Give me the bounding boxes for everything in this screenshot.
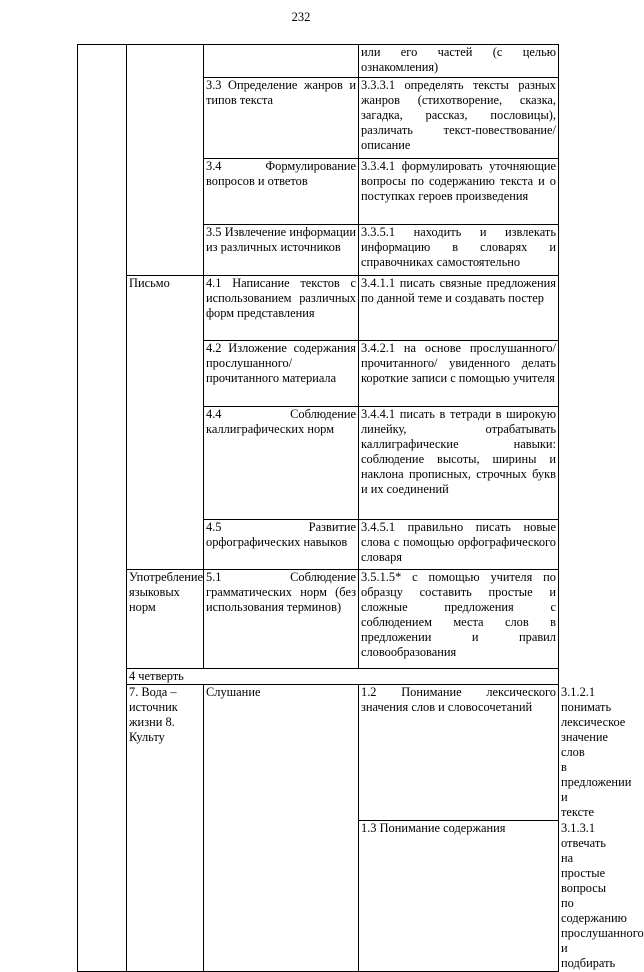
skill-cell: 4.1 Написание текстов с использованием различных форм представления <box>204 276 359 341</box>
skill-cell: 4.4 Соблюдение каллиграфических норм <box>204 407 359 520</box>
skill-cell <box>204 45 359 78</box>
section-cell-reading-continued <box>127 45 204 276</box>
skill-cell: 3.4 Формулирование вопросов и ответов <box>204 159 359 225</box>
skill-cell: 4.5 Развитие орфографических навыков <box>204 520 359 570</box>
curriculum-table <box>77 44 644 972</box>
table-row <box>78 669 559 685</box>
result-cell: 3.4.1.1 писать связные предложения по данной теме и создавать постер <box>359 276 559 341</box>
result-cell: 3.5.1.5* с помощью учителя по образцу составить простые и сложные предложения с соблюдением места слов в предложении и правил словообразования <box>359 570 559 669</box>
quarter-heading: 4 четверть <box>127 669 559 685</box>
result-cell: 3.4.2.1 на основе прослушанного/ прочитанного/ увиденного делать короткие записи с помощью учителя <box>359 341 559 407</box>
section-cell-usage: Употребление языковых норм <box>127 570 204 669</box>
theme-cell: 7. Вода – источник жизни 8. Культу <box>127 685 204 972</box>
skill-cell: 5.1 Соблюдение грамматических норм (без использования терминов) <box>204 570 359 669</box>
section-cell-writing: Письмо <box>127 276 204 570</box>
skill-cell: 1.3 Понимание содержания <box>359 821 559 972</box>
skill-cell: 1.2 Понимание лексического значения слов и словосочетаний <box>359 685 559 821</box>
section-cell-listening: Слушание <box>204 685 359 972</box>
result-cell: 3.3.3.1 определять тексты разных жанров (стихотворение, сказка, загадка, рассказ, пословицы), различать текст-повествование/описание <box>359 78 559 159</box>
table-row: 1.3 Понимание содержания 3.1.3.1 отвечать на простые вопросы по содержанию прослушанного и подбирать <box>78 821 559 972</box>
result-cell: 3.3.4.1 формулировать уточняющие вопросы по содержанию текста и о поступках героев произведения <box>359 159 559 225</box>
skill-cell: 3.5 Извлечение информации из различных источников <box>204 225 359 276</box>
table-row <box>78 276 559 341</box>
result-cell: 3.4.5.1 правильно писать новые слова с помощью орфографического словаря <box>359 520 559 570</box>
table-row <box>78 570 559 669</box>
table-row <box>78 45 559 78</box>
theme-cell-continued <box>78 45 127 972</box>
result-cell: 3.4.4.1 писать в тетради в широкую линейку, отрабатывать каллиграфические навыки: соблюдение высоты, ширины и наклона прописных, строчных букв и их соединений <box>359 407 559 520</box>
skill-cell: 4.2 Изложение содержания прослушанного/прочитанного материала <box>204 341 359 407</box>
skill-cell: 3.3 Определение жанров и типов текста <box>204 78 359 159</box>
table-row: 7. Вода – источник жизни 8. Культу Слушание 1.2 Понимание лексического значения слов и словосочетаний 3.1.2.1 понимать лексическое значение слов в предложении и тексте <box>78 685 559 821</box>
result-cell: 3.3.5.1 находить и извлекать информацию в словарях и справочниках самостоятельно <box>359 225 559 276</box>
result-cell: или его частей (с целью ознакомления) <box>359 45 559 78</box>
page-number: 232 <box>291 10 311 24</box>
